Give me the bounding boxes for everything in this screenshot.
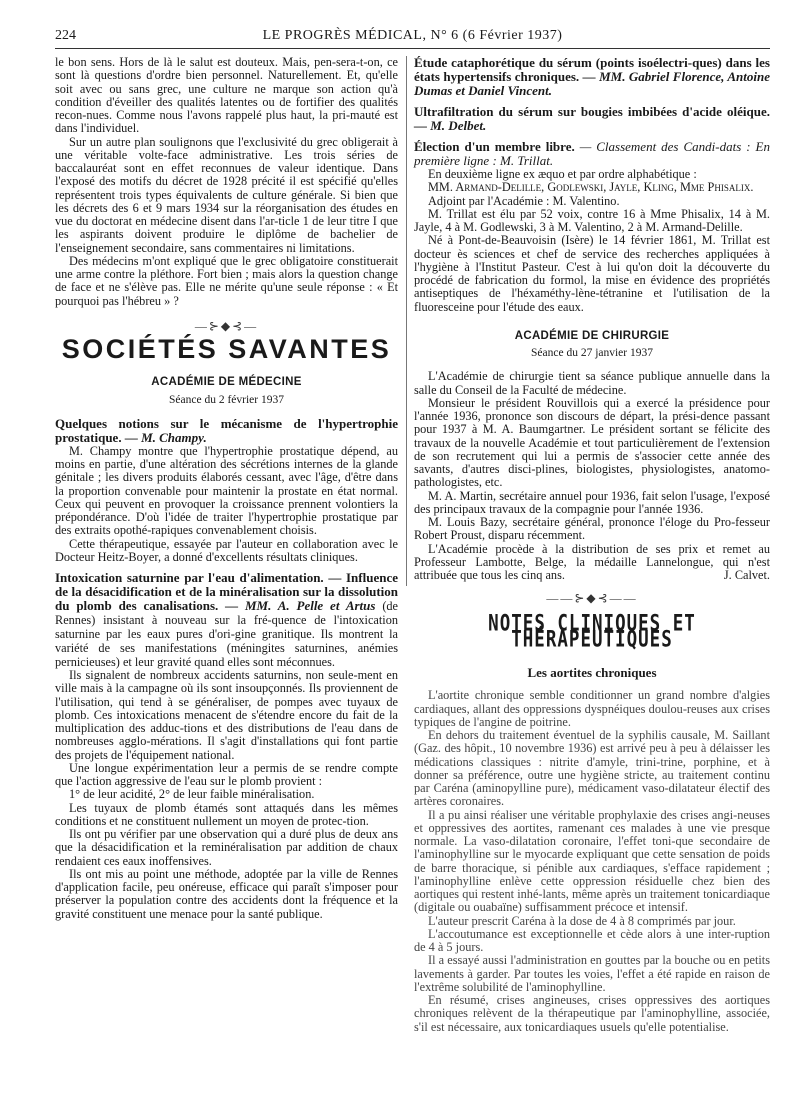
- paragraph: L'auteur prescrit Caréna à la dose de 4 à 8 comprimés par jour.: [428, 913, 736, 928]
- paragraph: [414, 543, 770, 583]
- article-heading: Les aortites chroniques: [527, 665, 657, 680]
- paragraph: L'Académie de chirurgie tient sa séance publique annuelle dans la salle du Conseil de la Faculté de médecine.: [414, 369, 770, 397]
- paragraph: En dehors du traitement éventuel de la syphilis causale, M. Saillant (Gaz. des hôpit., 10 novembre 1936) est arrivé peu à peu à délaisser les médications classiques : nitrite d'amyle, trini-trine, porphine, et à donner sa préférence, outre une hygiène stricte, au traitement continu par Caréna (aminopylline pure), médicament vaso-dilatateur électif des artères coronaires.: [414, 728, 770, 809]
- paragraph: MM. Armand-Delille, Godlewski, Jayle, Kling, Mme Phisalix.: [428, 180, 754, 195]
- ornament-divider: —⊱◆⊰—: [194, 318, 259, 333]
- paragraph: le bon sens. Hors de là le salut est douteux. Mais, pen-sera-t-on, ce sont là questions d'ordre bien personnel. Naturellement. Et, qu'elle soit avec ou sans grec, une culture ne marque son action qu'à condition d'éveiller des qualités latentes ou de fortifier des qualités recon-nues. Comme nous l'avons rappelé plus haut, la pri-mauté est dans l'individuel.: [55, 55, 398, 136]
- paragraph: En deuxième ligne ex æquo et par ordre alphabétique :: [428, 167, 697, 181]
- paragraph: Monsieur le président Rouvillois qui a exercé la présidence pour l'année 1936, prononce son discours de départ, la prési-dence passant pour 1937 à M. A. Baumgartner. Le président sortant se félicite des travaux de la nouvelle Académie et tout particulièrement de l'extension de son recrutement qui lui a permis de s'associer cette année des savants, d'autres disci-plines, biologistes, physiologistes, anatomo-pathologistes, etc.: [414, 395, 770, 490]
- article-author: — MM. Gabriel Florence, Antoine Dumas et Daniel Vincent.: [414, 69, 771, 98]
- column-divider: [406, 56, 407, 586]
- running-header: [55, 26, 770, 49]
- notes-body: [414, 689, 770, 1034]
- paragraph: Il a essayé aussi l'administration en gouttes par la bouche ou en petits lavements à garder. Par toutes les voies, l'effet a été rapide en raison de l'extrême solubilité de l'aminophylline.: [414, 953, 770, 994]
- paragraph: Ils ont mis au point une méthode, adoptée par la ville de Rennes d'application facile, peu onéreuse, efficace qui paraît s'imposer pour préserver la population contre des accidents dont la fréquence et la gravité constituent une menace pour la santé publique.: [55, 866, 398, 921]
- left-column: [55, 56, 398, 921]
- paragraph: M. Trillat est élu par 52 voix, contre 16 à Mme Phisalix, 14 à M. Jayle, 4 à M. Godlewski, 3 à M. Valentino, 2 à M. Armand-Delille.: [414, 206, 770, 234]
- article-title: [414, 105, 770, 133]
- paragraph: L'aortite chronique semble conditionner un grand nombre d'algies cardiaques, allant des oppressions dyspnéiques doulou-reuses aux crises typiques de l'angine de poitrine.: [414, 688, 770, 729]
- article-author: — M. Champy.: [124, 429, 207, 445]
- page-number: 224: [55, 28, 76, 43]
- paragraph: 1° de leur acidité, 2° de leur faible minéralisation.: [69, 787, 315, 802]
- paragraph: Sur un autre plan soulignons que l'exclusivité du grec obligerait à une véritable volte-face administrative. Les trois séries de baccalauréat sont en effet reconnues de valeur identique. Dans l'exposé des motifs du décret de 1928 précité il est spécifié qu'elles représentent trois types équivalents de culture générale. Si bien que les décrets des 6 et 9 mars 1934 sur la réorganisation des études en vue du doctorat en médecine disent dans l'ar-ticle 1 de leur titre I que les aspirants doivent produire le diplôme de bachelier de l'enseignement secondaire, sans commentaires ni limitations.: [55, 134, 398, 255]
- paragraph-text: L'Académie procède à la distribution de ses prix et remet au Professeur Lambotte, Belge, la médaille Lannelongue, qui n'est attribuée que tous les cinq ans.: [414, 541, 770, 582]
- paragraph: Des médecins m'ont expliqué que le grec obligatoire constituerait une arme contre la pléthore. Fort bien ; mais alors la question change de face et ne s'élève pas. Elle ne mérite qu'une seule réponse : « Et pourquoi pas l'hébreu » ?: [55, 253, 398, 308]
- paragraph: Il a pu ainsi réaliser une véritable prophylaxie des crises angi-neuses et oppressives des aortites, ramenant ces malades à une vie presque normale. La vaso-dilatation coronaire, l'effet toni-que secondaire de l'aminophylline sur le myocarde expliquant que cette sensation de poids de barre thoracique, si pénible aux cardiaques, s'efface rapidement ; l'aminophylline enlève cette oppression résiduelle chez bien des aortiques qui restent inhé-lants, même après un traitement tonicardiaque (digitale ou ouabaïne) suffisamment précoce et intensif.: [414, 807, 770, 915]
- session-date: Séance du 27 janvier 1937: [531, 347, 653, 359]
- paragraph: Cette thérapeutique, essayée par l'auteur en collaboration avec le Docteur Heitz-Boyer, a donné d'excellents résultats cliniques.: [55, 536, 398, 564]
- article-title-text: Élection d'un membre libre.: [414, 139, 575, 154]
- notes-section-title: NOTES CLINIQUES ET THÉRAPEUTIQUES: [488, 611, 696, 653]
- paragraph: Né à Pont-de-Beauvoisin (Isère) le 14 février 1861, M. Trillat est docteur ès sciences et chef de service des recherches appliquées à l'hygiène à l'Institut Pasteur. C'est à lui qu'on doit la découverte du procédé de fabrication du formol, la mise en évidence des propriétés antiseptiques de l'héxaméthy-lène-tétranine et l'utilisation de la fluoresceine pour l'étude des eaux.: [414, 233, 770, 314]
- paragraph: Les tuyaux de plomb étamés sont attaqués dans les mêmes conditions et ne constituent nullement un moyen de protec-tion.: [55, 800, 398, 828]
- paragraph: Ils signalent de nombreux accidents saturnins, non seule-ment en ville mais à la campagne où ils sont insoupçonnés. Ils proviennent de l'utilisation, qui tend à se généraliser, de pompes avec tuyaux de plomb. Ces intoxications menacent de s'étendre encore du fait de la multiplication des adduc-tions et des distributions de l'eau dans de nombreuses agglo-mérations. Il s'agit d'installations qui font partie des projets de l'équipement national.: [55, 668, 398, 762]
- academy-heading: ACADÉMIE DE CHIRURGIE: [514, 329, 670, 342]
- paragraph: (de Rennes) insistant à nouveau sur la fré-quence de l'intoxication saturnine par les eaux pures d'ori-gine granitique. Ils montrent la variété de ses manifestations (méningites saturnines, anémies pernicieuses) et leur gravité quand elles sont méconnues.: [55, 599, 399, 669]
- article-title: [55, 417, 398, 445]
- article-author: — M. Delbet.: [414, 118, 487, 133]
- article-title-text: Ultrafiltration du sérum sur bougies imbibées d'acide oléique.: [414, 104, 770, 119]
- paragraph: M. Champy montre que l'hypertrophie prostatique dépend, au moins en partie, d'une altération des sécrétions internes de la glande génitale ; les divers produits élaborés cessant, avec l'âge, d'être dans la proportion convenable pour maintenir la prostate en état normal. Ceux qui peuvent en provoquer la croissance prennent volontiers la prépondérance. D'où l'idée de traiter l'hypertrophie prostatique par des extraits opothé-rapiques convenablement choisis.: [55, 443, 398, 538]
- paragraph: M. Louis Bazy, secrétaire général, prononce l'éloge du Pro-fesseur Robert Proust, disparu récemment.: [414, 515, 770, 543]
- article-title-text: Intoxication saturnine par l'eau d'alimentation. — Influence de la désacidification et de la minéralisation sur la dissolution du plomb des canalisations.: [55, 570, 398, 613]
- paragraph: L'accoutumance est exceptionnelle et cède alors à une inter-ruption de 4 à 5 jours.: [414, 926, 770, 954]
- paragraph: M. A. Martin, secrétaire annuel pour 1936, fait selon l'usage, l'exposé des principaux travaux de la compagnie pour l'année 1936.: [414, 488, 770, 516]
- article-subtitle: — Classement des Candi-dats : En première ligne : M. Trillat.: [414, 139, 770, 168]
- article-title-text: Quelques notions sur le mécanisme de l'hypertrophie prostatique.: [55, 415, 398, 445]
- paragraph: Une longue expérimentation leur a permis de se rendre compte que l'action aggressive de l'eau sur le plomb provient :: [55, 760, 398, 788]
- journal-title: LE PROGRÈS MÉDICAL, N° 6 (6 Février 1937): [262, 28, 563, 43]
- article-title: [55, 571, 398, 669]
- article-title: [414, 56, 770, 98]
- article-author: — MM. A. Pelle et Artus: [225, 598, 376, 613]
- paragraph: En résumé, crises angineuses, crises oppressives des aortiques chroniques relèvent de la thérapeutique par l'aminophylline, associée, s'il est nécessaire, aux tonicardiaques usuels qu'elle potentialise.: [414, 993, 770, 1034]
- paragraph: Ils ont pu vérifier par une observation qui a duré plus de deux ans que la désacidification et la reminéralisation par addition de chaux rendaient ces eaux inoffensives.: [55, 827, 398, 868]
- article-title: [414, 140, 770, 168]
- article-title-text: Étude cataphorétique du sérum (points isoélectri-ques) dans les états hypertensifs chroniques.: [414, 55, 770, 84]
- academy-heading: ACADÉMIE DE MÉDECINE: [151, 376, 302, 389]
- section-title: SOCIÉTÉS SAVANTES: [61, 334, 392, 364]
- right-column: [414, 56, 770, 1034]
- ornament-divider: ——⊱◆⊰——: [546, 591, 638, 606]
- session-date: Séance du 2 février 1937: [169, 393, 284, 406]
- paragraph: Adjoint par l'Académie : M. Valentino.: [428, 193, 620, 208]
- signature: J. Calvet.: [723, 568, 770, 582]
